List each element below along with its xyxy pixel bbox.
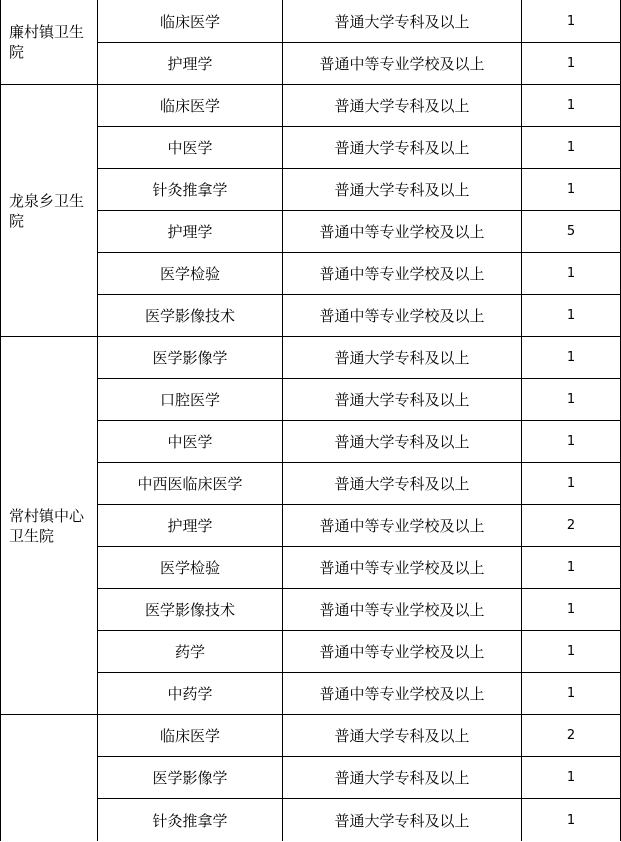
education-cell: 普通中等专业学校及以上 <box>283 253 522 295</box>
major-cell: 医学影像学 <box>98 337 283 379</box>
education-cell: 普通大学专科及以上 <box>283 799 522 841</box>
major-cell: 医学检验 <box>98 253 283 295</box>
count-cell: 1 <box>522 673 621 715</box>
major-cell: 护理学 <box>98 505 283 547</box>
count-cell: 1 <box>522 631 621 673</box>
hospital-name: 常村镇中心卫生院 <box>9 506 85 545</box>
count-cell: 1 <box>522 43 621 85</box>
count-cell: 1 <box>522 0 621 43</box>
hospital-name: 廉村镇卫生院 <box>9 23 85 61</box>
major-cell: 医学影像技术 <box>98 295 283 337</box>
education-cell: 普通大学专科及以上 <box>283 379 522 421</box>
education-cell: 普通大学专科及以上 <box>283 337 522 379</box>
major-cell: 中医学 <box>98 127 283 169</box>
education-cell: 普通大学专科及以上 <box>283 169 522 211</box>
education-cell: 普通大学专科及以上 <box>283 421 522 463</box>
count-cell: 1 <box>522 547 621 589</box>
education-cell: 普通中等专业学校及以上 <box>283 547 522 589</box>
hospital-cell <box>0 85 98 337</box>
count-cell: 2 <box>522 505 621 547</box>
major-cell: 药学 <box>98 631 283 673</box>
count-cell: 1 <box>522 85 621 127</box>
major-cell: 医学检验 <box>98 547 283 589</box>
education-cell: 普通大学专科及以上 <box>283 463 522 505</box>
major-cell: 中西医临床医学 <box>98 463 283 505</box>
count-cell: 1 <box>522 589 621 631</box>
count-cell: 1 <box>522 295 621 337</box>
count-cell: 5 <box>522 211 621 253</box>
education-cell: 普通中等专业学校及以上 <box>283 589 522 631</box>
count-cell: 1 <box>522 757 621 799</box>
major-cell: 临床医学 <box>98 715 283 757</box>
hospital-cell <box>0 715 98 841</box>
major-cell: 临床医学 <box>98 0 283 43</box>
major-cell: 护理学 <box>98 43 283 85</box>
education-cell: 普通大学专科及以上 <box>283 127 522 169</box>
major-cell: 针灸推拿学 <box>98 169 283 211</box>
education-cell: 普通大学专科及以上 <box>283 0 522 43</box>
education-cell: 普通中等专业学校及以上 <box>283 295 522 337</box>
education-cell: 普通中等专业学校及以上 <box>283 673 522 715</box>
major-cell: 中药学 <box>98 673 283 715</box>
education-cell: 普通中等专业学校及以上 <box>283 505 522 547</box>
count-cell: 1 <box>522 253 621 295</box>
major-cell: 口腔医学 <box>98 379 283 421</box>
major-cell: 临床医学 <box>98 85 283 127</box>
education-cell: 普通大学专科及以上 <box>283 715 522 757</box>
hospital-cell <box>0 337 98 715</box>
education-cell: 普通中等专业学校及以上 <box>283 631 522 673</box>
major-cell: 针灸推拿学 <box>98 799 283 841</box>
count-cell: 1 <box>522 127 621 169</box>
major-cell: 医学影像技术 <box>98 589 283 631</box>
hospital-name: 龙泉乡卫生院 <box>9 191 85 230</box>
count-cell: 1 <box>522 421 621 463</box>
count-cell: 1 <box>522 799 621 841</box>
count-cell: 1 <box>522 337 621 379</box>
major-cell: 护理学 <box>98 211 283 253</box>
count-cell: 2 <box>522 715 621 757</box>
education-cell: 普通中等专业学校及以上 <box>283 43 522 85</box>
major-cell: 中医学 <box>98 421 283 463</box>
hospital-cell <box>0 0 98 85</box>
education-cell: 普通大学专科及以上 <box>283 85 522 127</box>
count-cell: 1 <box>522 463 621 505</box>
count-cell: 1 <box>522 379 621 421</box>
major-cell: 医学影像学 <box>98 757 283 799</box>
education-cell: 普通大学专科及以上 <box>283 757 522 799</box>
education-cell: 普通中等专业学校及以上 <box>283 211 522 253</box>
count-cell: 1 <box>522 169 621 211</box>
